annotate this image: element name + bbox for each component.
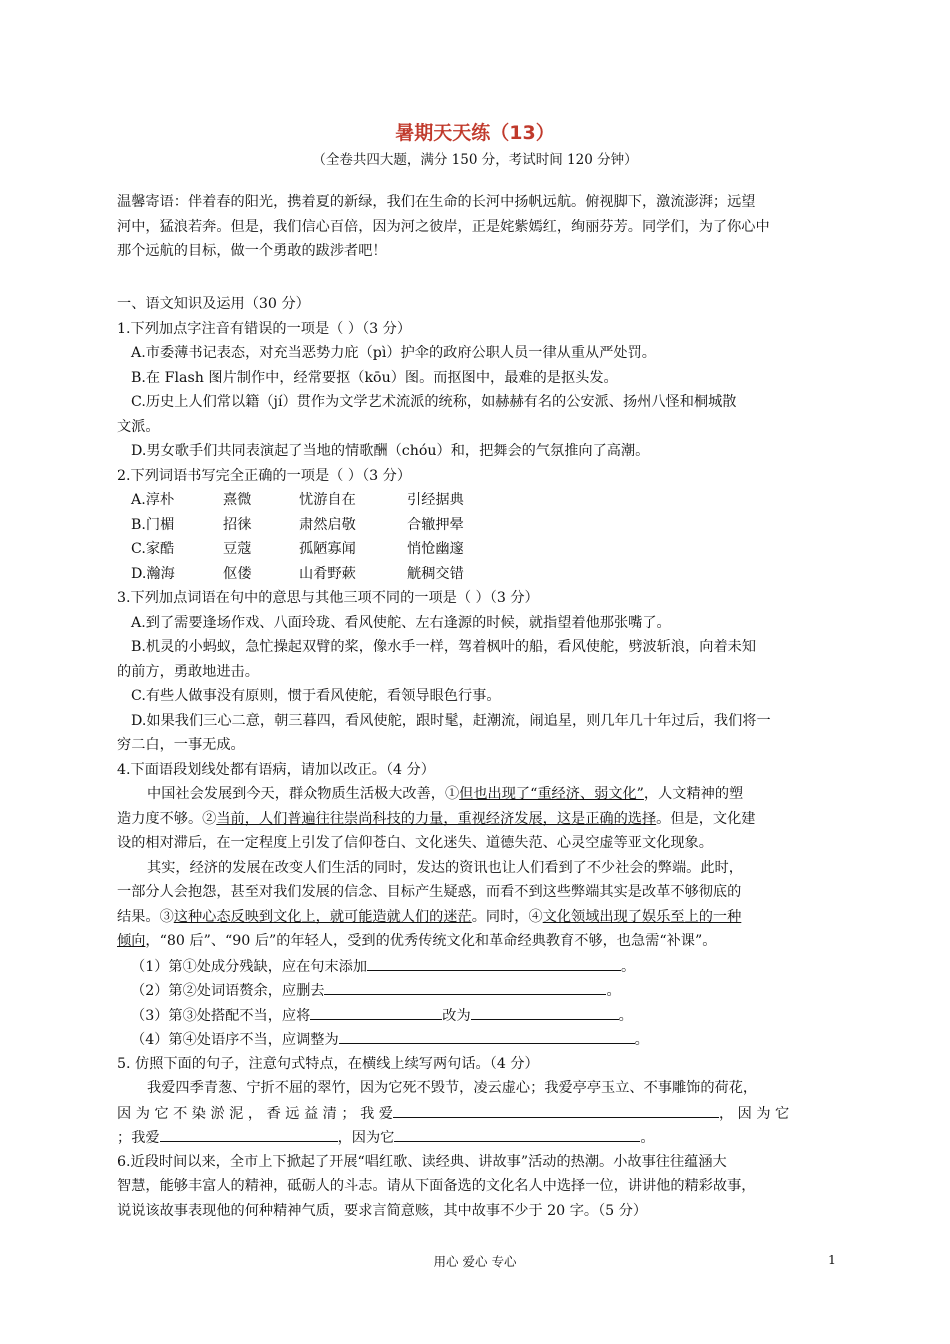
question-1-option-cont: 文派。 bbox=[117, 418, 160, 435]
option-word: 忧游自在 bbox=[299, 492, 356, 508]
passage-text: 造力度不够。② bbox=[117, 810, 217, 827]
question-2-row bbox=[117, 537, 837, 562]
underlined-error-2: 当前，人们普遍往往崇尚科技的力量，重视经济发展，这是正确的选择 bbox=[216, 810, 657, 827]
period: 。 bbox=[618, 1007, 633, 1024]
question-3-option-cont: 的前方，勇敢地进击。 bbox=[117, 663, 259, 680]
option-word: 悄怆幽邃 bbox=[407, 541, 464, 557]
passage-line: 一部分人会抱怨，甚至对我们发展的信念、目标产生疑惑，而看不到这些弊端其实是改革不够彻底的 bbox=[117, 884, 742, 900]
sub-question-text: （3）第③处搭配不当，应将 bbox=[131, 1007, 311, 1024]
passage-line bbox=[117, 905, 837, 930]
option-word: 伛偻 bbox=[223, 565, 252, 582]
intro-line: 温馨寄语：伴着春的阳光，携着夏的新绿，我们在生命的长河中扬帆远航。俯视脚下，激流澎湃；远望 bbox=[117, 194, 756, 210]
period: 。 bbox=[634, 1032, 649, 1048]
sub-question-2 bbox=[117, 978, 837, 1003]
question-6-line: 说说该故事表现他的何种精神气质，要求言简意赅，其中故事不少于 20 字。（5 分） bbox=[117, 1202, 648, 1219]
question-6-line: 6.近段时间以来，全市上下掀起了开展“唱红歌、读经典、讲故事”活动的热潮。小故事往往蕴涵大 bbox=[117, 1153, 727, 1170]
passage-text: ，因为它 bbox=[337, 1130, 395, 1146]
answer-blank[interactable] bbox=[324, 978, 606, 995]
period: 。 bbox=[621, 958, 636, 975]
option-word: 合辙押晕 bbox=[407, 516, 464, 533]
answer-blank[interactable] bbox=[310, 1003, 442, 1020]
option-word: B.门楣 bbox=[131, 516, 175, 533]
option-word: D.瀚海 bbox=[131, 565, 175, 582]
passage-text: ；我爱 bbox=[117, 1130, 160, 1146]
sub-question-text: （1）第①处成分残缺，应在句末添加 bbox=[131, 958, 368, 975]
passage-text: ，人文精神的塑 bbox=[643, 786, 744, 802]
option-word: 引经据典 bbox=[407, 492, 464, 508]
sub-question-3 bbox=[117, 1003, 837, 1028]
passage-text: 中国社会发展到今天，群众物质生活极大改善，① bbox=[147, 786, 460, 802]
sub-question-text: （4）第④处语序不当，应调整为 bbox=[131, 1032, 339, 1048]
page-subtitle: （全卷共四大题，满分 150 分，考试时间 120 分钟） bbox=[312, 152, 638, 168]
passage-line bbox=[117, 929, 837, 954]
question-1-option: A.市委薄书记表态，对充当恶势力庇（pì）护伞的政府公职人员一律从重从严处罚。 bbox=[131, 345, 656, 361]
answer-blank[interactable] bbox=[393, 1101, 719, 1118]
underlined-error-1: 但也出现了“重经济、弱文化” bbox=[459, 786, 644, 802]
option-word: 孤陋寡闻 bbox=[299, 541, 356, 557]
question-3-option: B.机灵的小蚂蚁，急忙操起双臂的桨，像水手一样，驾着枫叶的船，看风使舵，劈波斩浪，向着未知 bbox=[131, 639, 757, 655]
sub-question-text: （2）第②处词语赘余，应删去 bbox=[131, 983, 325, 999]
question-1-option: B.在 Flash 图片制作中，经常要抠（kōu）图。而抠图中，最难的是抠头发。 bbox=[131, 369, 618, 386]
answer-blank[interactable] bbox=[367, 954, 621, 971]
question-3-option: C.有些人做事没有原则，惯于看风使舵，看领导眼色行事。 bbox=[131, 688, 501, 704]
option-word: 肃然启敬 bbox=[299, 516, 356, 533]
intro-block bbox=[117, 190, 837, 264]
question-2-row bbox=[117, 488, 837, 513]
passage-line: 其实，经济的发展在改变人们生活的同时，发达的资讯也让人们看到了不少社会的弊端。此时， bbox=[147, 859, 743, 876]
underlined-error-3: 这种心态反映到文化上，就可能造就人们的迷茫 bbox=[173, 908, 472, 925]
sub-question-1 bbox=[117, 954, 837, 979]
answer-blank[interactable] bbox=[394, 1125, 640, 1142]
question-3-stem: 3.下列加点词语在句中的意思与其他三项不同的一项是（ ）（3 分） bbox=[117, 590, 539, 606]
question-2-stem: 2.下列词语书写完全正确的一项是（ ）（3 分） bbox=[117, 467, 412, 484]
passage-text: ， 因 为 它 bbox=[718, 1105, 790, 1122]
period: 。 bbox=[606, 983, 621, 999]
option-word: 招徕 bbox=[223, 516, 252, 533]
option-word: A.淳朴 bbox=[131, 492, 175, 508]
question-5-stem: 5. 仿照下面的句子，注意句式特点，在横线上续写两句话。（4 分） bbox=[117, 1055, 539, 1072]
footer-motto: 用心 爱心 专心 bbox=[433, 1254, 517, 1269]
question-1-option: C.历史上人们常以籍（jí）贯作为文学艺术流派的统称，如赫赫有名的公安派、扬州八怪和桐城散 bbox=[131, 394, 737, 410]
passage-line bbox=[117, 782, 837, 807]
underlined-error-4: 文化领域出现了娱乐至上的一种 bbox=[542, 908, 742, 925]
option-word: C.家酷 bbox=[131, 541, 175, 557]
passage-text: ，“80 后”、“90 后”的年轻人，受到的优秀传统文化和革命经典教育不够，也急需“补课”。 bbox=[145, 933, 717, 949]
section-1 bbox=[117, 292, 837, 1223]
option-word: 豆蔻 bbox=[223, 541, 252, 557]
question-4-stem: 4.下面语段划线处都有语病，请加以改正。（4 分） bbox=[117, 761, 435, 778]
passage-text: 。同时，④ bbox=[471, 908, 543, 925]
question-3-option: A.到了需要逢场作戏、八面玲珑、看风使舵、左右逢源的时候，就指望着他那张嘴了。 bbox=[131, 614, 671, 631]
answer-blank[interactable] bbox=[339, 1027, 635, 1044]
question-1-option: D.男女歌手们共同表演起了当地的情歌酬（chóu）和，把舞会的气氛推向了高潮。 bbox=[131, 443, 650, 459]
question-6-line: 智慧，能够丰富人的精神，砥砺人的斗志。请从下面备选的文化名人中选择一位，讲讲他的精彩故事， bbox=[117, 1178, 756, 1194]
answer-blank[interactable] bbox=[471, 1003, 619, 1020]
passage-line bbox=[117, 807, 837, 832]
intro-line: 河中，猛浪若奔。但是，我们信心百倍，因为河之彼岸，正是姹紫嫣红，绚丽芬芳。同学们，为了你心中 bbox=[117, 218, 770, 235]
intro-line: 那个远航的目标，做一个勇敢的跋涉者吧！ bbox=[117, 243, 387, 259]
page-title: 暑期天天练（13） bbox=[395, 122, 555, 144]
option-word: 山肴野蔌 bbox=[299, 565, 356, 582]
passage-line bbox=[117, 1125, 837, 1150]
passage-text: 。但是，文化建 bbox=[656, 810, 756, 827]
underlined-error-4-cont: 倾向 bbox=[117, 933, 146, 949]
question-2-row bbox=[117, 513, 837, 538]
section-heading: 一、语文知识及运用（30 分） bbox=[117, 296, 310, 312]
passage-text: 因 为 它 不 染 淤 泥 ， 香 远 益 清 ； 我 爱 bbox=[117, 1105, 393, 1122]
period: 。 bbox=[640, 1130, 655, 1146]
option-word: 熹微 bbox=[223, 492, 252, 508]
question-3-option: D.如果我们三心二意，朝三暮四，看风使舵，跟时髦，赶潮流，闹追星，则几年几十年过后，我们将一 bbox=[131, 712, 771, 729]
question-2-row bbox=[117, 562, 837, 587]
passage-line: 我爱四季青葱、宁折不屈的翠竹，因为它死不毁节，凌云虚心；我爱亭亭玉立、不事雕饰的荷花， bbox=[147, 1080, 758, 1096]
option-word: 觥稠交错 bbox=[407, 565, 464, 582]
question-3-option-cont: 穷二白，一事无成。 bbox=[117, 737, 245, 753]
question-1-stem: 1.下列加点字注音有错误的一项是（ ）（3 分） bbox=[117, 320, 412, 337]
passage-line bbox=[117, 1101, 837, 1126]
sub-question-text: 改为 bbox=[442, 1007, 471, 1024]
answer-blank[interactable] bbox=[160, 1125, 338, 1142]
passage-line: 设的相对滞后，在一定程度上引发了信仰苍白、文化迷失、道德失范、心灵空虚等亚文化现象。 bbox=[117, 835, 713, 851]
passage-text: 结果。③ bbox=[117, 908, 174, 925]
page-number: 1 bbox=[828, 1252, 836, 1267]
sub-question-4 bbox=[117, 1027, 837, 1052]
